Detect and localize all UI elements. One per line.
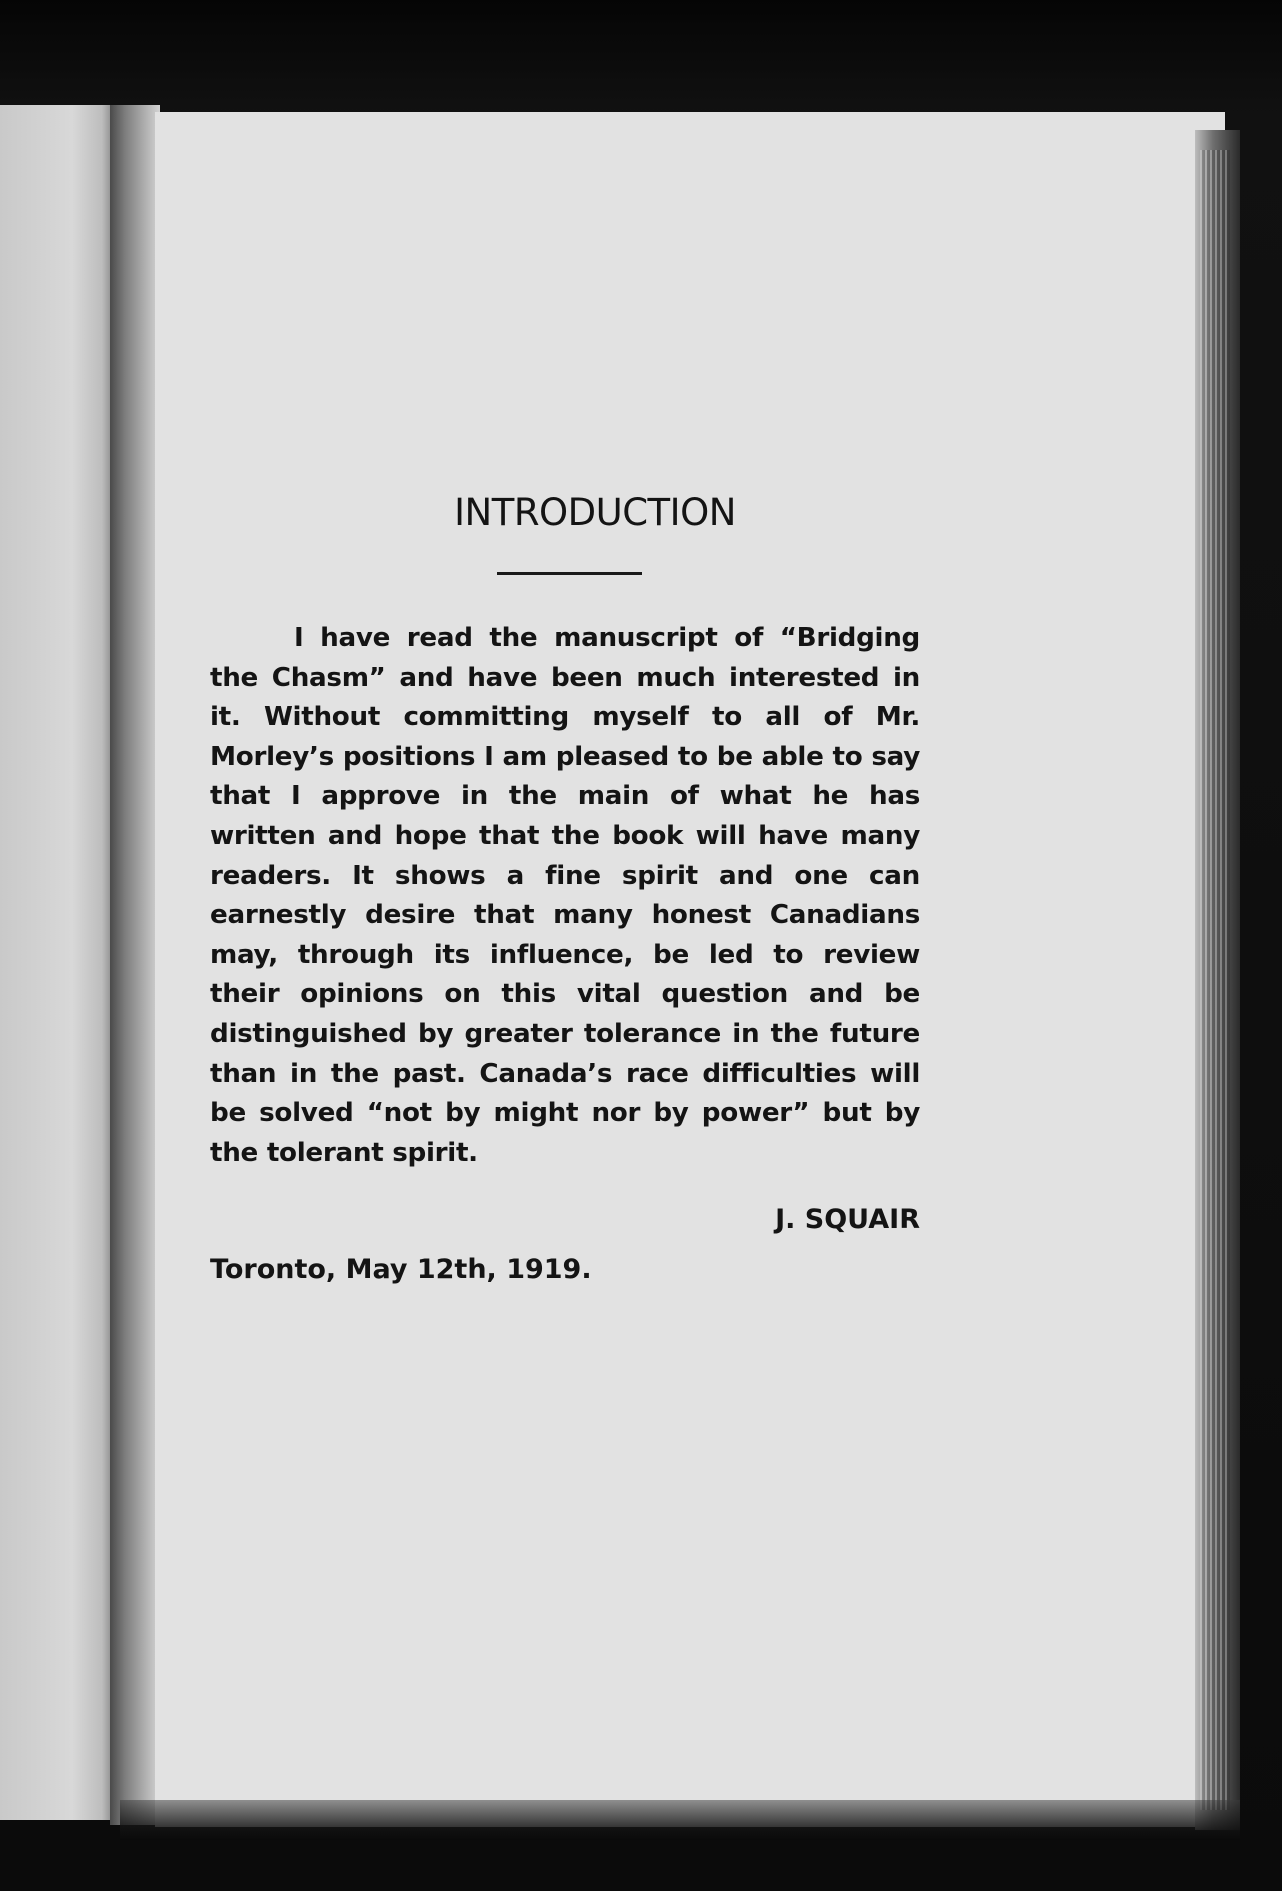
place-and-date: Toronto, May 12th, 1919.	[210, 1253, 592, 1285]
left-page-edge	[0, 105, 120, 1820]
bottom-shadow	[120, 1800, 1240, 1840]
author-signature: J. SQUAIR	[775, 1203, 920, 1235]
title-divider	[497, 572, 642, 575]
book-gutter	[110, 105, 160, 1825]
page-content	[210, 488, 920, 1290]
introduction-paragraph: I have read the manuscript of “Bridging the Chasm” and have been much interested in it. Without committing myself to all of Mr. Morley’s positions I am pleased to be able to say that I approve in the main of what he has written and hope that the book will have many readers. It shows a fine spirit and one can earnestly desire that many honest Canadians may, through its influence, be led to review their opinions on this vital question and be distinguished by greater tolerance in the future than in the past. Canada’s race difficulties will be solved “not by might nor by power” but by the tolerant spirit.	[210, 623, 920, 1168]
page-title: INTRODUCTION	[454, 491, 736, 534]
page-stack-lines	[1200, 150, 1230, 1810]
